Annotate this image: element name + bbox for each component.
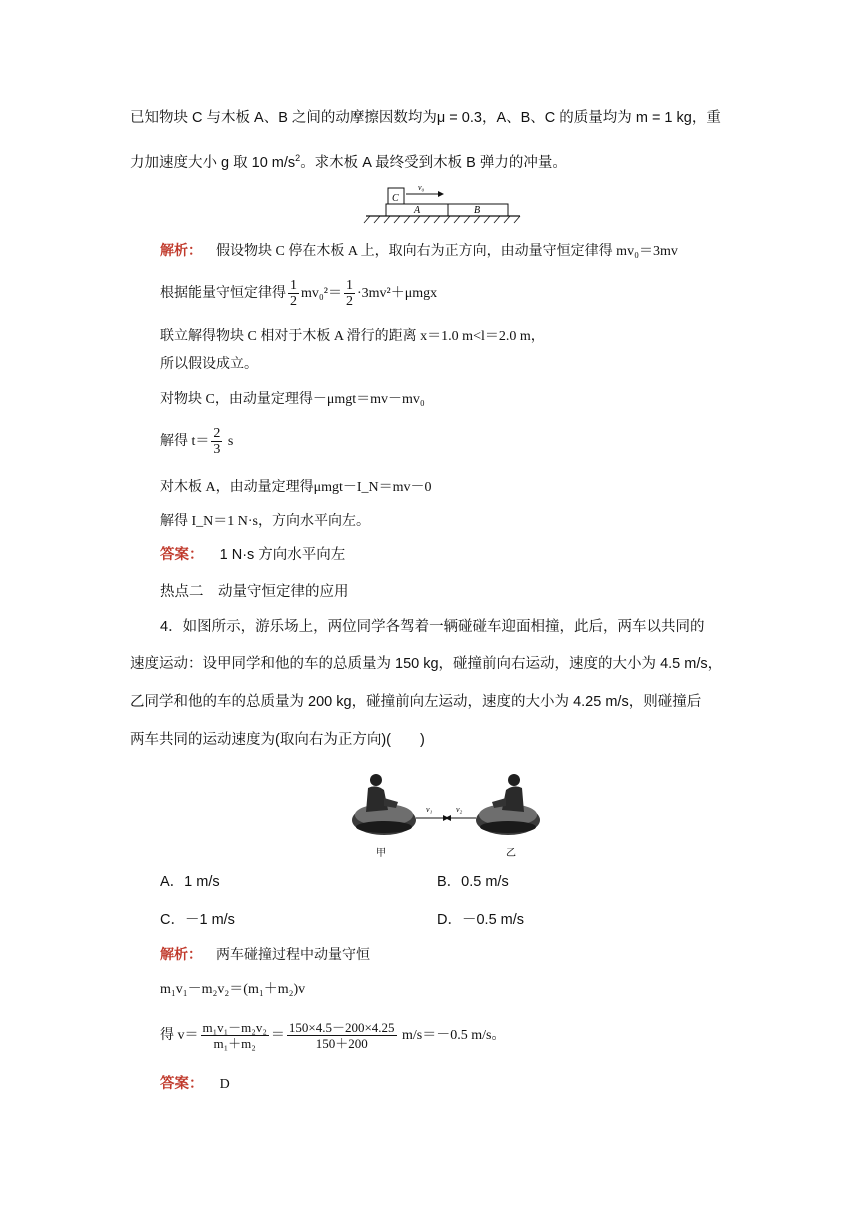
option-c: C．－1 m/s	[160, 912, 235, 928]
frac-den: 2	[290, 294, 297, 310]
bumper-car-right	[476, 774, 540, 835]
solution3-l6-a: 解得 t＝	[160, 434, 210, 449]
problem4-line3: 乙同学和他的车的总质量为 200 kg，碰撞前向左运动，速度的大小为 4.25 m/s，则碰撞后	[130, 694, 702, 710]
problem4-line1: 4．如图所示，游乐场上，两位同学各驾着一辆碰碰车迎面相撞，此后，两车以共同的	[160, 619, 705, 635]
solution4-line1	[160, 944, 370, 966]
solution3-line8: 解得 I_N＝1 N·s，方向水平向左。	[160, 514, 370, 529]
bumper-cars-figure	[348, 768, 544, 862]
right-car-label: 乙	[506, 848, 516, 859]
bumper-car-left	[352, 774, 416, 835]
solution3-line5: 对物块 C，由动量定理得－μmgt＝mv－mv₀	[160, 392, 425, 407]
problem3-line2-a: 力加速度大小 g 取 10 m/s	[130, 154, 296, 171]
frac-den: 2	[345, 294, 353, 310]
velocity-label: v₀	[418, 183, 425, 192]
frac-den: 3	[213, 442, 221, 458]
frac-den: m₁＋m₂	[213, 1036, 256, 1052]
solution3-l6-b: s	[227, 434, 234, 449]
fraction-numeric	[287, 1020, 397, 1051]
solution4-l3-b: m/s＝－0.5 m/s。	[402, 1028, 506, 1043]
problem4-line4: 两车共同的运动速度为(取向右为正方向)( )	[130, 732, 425, 748]
problem3-line2	[130, 148, 567, 173]
frac-den: 150＋200	[315, 1036, 368, 1052]
option-d: D．－0.5 m/s	[437, 912, 525, 928]
solution3-l2-a: 根据能量守恒定律得	[160, 286, 286, 301]
board-b-label: B	[474, 205, 481, 216]
frac-num: m₁v₁－m₂v₂	[202, 1020, 267, 1036]
problem3-line1: 已知物块 C 与木板 A、B 之间的动摩擦因数均为μ = 0.3，A、B、C 的质量均为 m = 1 kg，重	[130, 110, 721, 126]
answer4-label: 答案：	[160, 1076, 204, 1092]
answer3-text: 1 N·s 方向水平向左	[219, 547, 346, 563]
section-title: 热点二 动量守恒定律的应用	[160, 584, 349, 600]
fraction-momentum	[201, 1020, 269, 1051]
solution4-line2: m₁v₁－m₂v₂＝(m₁＋m₂)v	[160, 982, 306, 997]
frac-num: 150×4.5－200×4.25	[288, 1020, 395, 1036]
solution3-line1	[160, 240, 678, 262]
solution3-line7: 对木板 A，由动量定理得μmgt－I_N＝mv－0	[160, 480, 432, 495]
answer3-label: 答案：	[160, 547, 204, 563]
solution3-l1: 假设物块 C 停在木板 A 上，取向右为正方向，由动量守恒定律得 mv₀＝3mv	[216, 244, 678, 259]
solution3-l2-b: mv₀²＝	[301, 286, 342, 301]
solution4-label: 解析：	[160, 946, 202, 962]
problem3-line2-b: 。求木板 A 最终受到木板 B 弹力的冲量。	[300, 154, 567, 171]
block-board-figure	[362, 180, 524, 228]
option-b: B．0.5 m/s	[437, 874, 509, 890]
solution3-l2-c: ·3mv²＋μmgx	[356, 286, 438, 301]
option-a: A．1 m/s	[160, 874, 220, 890]
fraction-half-2	[344, 278, 355, 309]
problem3-line2-sup: 2	[295, 153, 301, 163]
solution3-line4: 所以假设成立。	[160, 357, 258, 372]
solution3-line2	[160, 278, 437, 310]
solution3-line3: 联立解得物块 C 相对于木板 A 滑行的距离 x＝1.0 m<l＝2.0 m，	[160, 329, 545, 344]
frac-num: 2	[213, 426, 221, 442]
frac-num: 1	[290, 278, 297, 294]
solution4-line3	[160, 1018, 506, 1054]
v1-label: v₁	[426, 805, 433, 814]
fraction-half-1	[288, 278, 299, 309]
frac-num: 1	[345, 278, 353, 294]
v2-label: v₂	[456, 805, 463, 814]
fraction-two-thirds	[211, 426, 222, 457]
solution4-l3-a: 得 v＝	[160, 1028, 199, 1043]
solution3-line6	[160, 426, 233, 458]
solution4-l3-eq: ＝	[270, 1028, 285, 1043]
answer4-text: D	[219, 1077, 230, 1092]
solution4-l1: 两车碰撞过程中动量守恒	[216, 948, 370, 963]
board-a-label: A	[414, 205, 421, 216]
block-c-label: C	[392, 193, 399, 204]
answer4-line	[160, 1074, 230, 1095]
answer3-line	[160, 545, 345, 565]
left-car-label: 甲	[376, 848, 386, 859]
solution3-label: 解析：	[160, 242, 202, 258]
problem4-line2: 速度运动：设甲同学和他的车的总质量为 150 kg，碰撞前向右运动，速度的大小为 4.5 m/s，	[130, 656, 723, 672]
